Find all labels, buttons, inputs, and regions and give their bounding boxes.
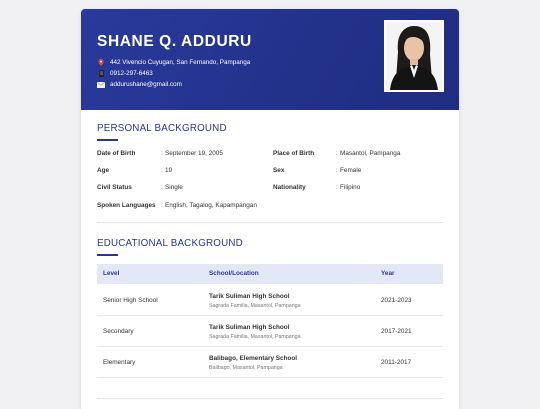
colon: : [161,202,163,209]
sex-value: Female [340,167,362,174]
table-row [97,347,443,378]
age-value: 19 [165,167,173,174]
row-location: Balibago, Masantol, Pampanga [209,365,283,371]
section-divider [97,398,443,399]
location-pin-icon [97,59,105,66]
place-of-birth-value: Masantol, Pampanga [340,150,401,157]
section-divider [97,222,443,223]
civil-status-value: Single [165,184,183,191]
languages-value: English, Tagalog, Kapampangan [165,202,257,209]
colon: : [161,150,163,157]
row-school: Balibago, Elementary School [209,355,298,362]
colon: : [336,184,338,191]
dob-value: September 19, 2005 [165,150,223,157]
applicant-name: SHANE Q. ADDURU [97,33,252,50]
age-label: Age [97,167,110,174]
nationality-label: Nationality [273,184,306,191]
column-level: Level [103,270,120,277]
table-row [97,285,443,316]
resume-card [81,9,459,409]
colon: : [161,167,163,174]
contact-phone [97,70,153,77]
profile-photo [384,20,444,92]
civil-status-label: Civil Status [97,184,132,191]
educational-background-title: EDUCATIONAL BACKGROUND [97,238,243,249]
row-school: Tarik Suliman High School [209,293,290,300]
row-school: Tarik Suliman High School [209,324,290,331]
row-level: Senior High School [103,297,158,304]
table-row [97,316,443,347]
place-of-birth-label: Place of Birth [273,150,315,157]
row-location: Sagrada Familia, Masantol, Pampanga [209,303,301,309]
envelope-icon [97,81,105,88]
row-location: Sagrada Familia, Masantol, Pampanga [209,334,301,340]
personal-title-underline [97,139,118,141]
contact-address [97,59,250,66]
address-text: 442 Vivencio Cuyugan, San Fernando, Pampanga [110,59,251,66]
colon: : [336,150,338,157]
row-year: 2011-2017 [381,359,412,366]
sex-label: Sex [273,167,285,174]
row-level: Elementary [103,359,136,366]
nationality-value: Filipino [340,184,361,191]
row-year: 2017-2021 [381,328,412,335]
resume-header [81,9,459,110]
education-table-header [97,264,443,284]
contact-email [97,81,182,88]
education-title-underline [97,254,118,256]
dob-label: Date of Birth [97,150,136,157]
column-year: Year [381,270,395,277]
phone-icon [97,70,105,77]
phone-text: 0912-297-6463 [110,70,153,77]
colon: : [161,184,163,191]
email-text: addurushane@gmail.com [110,81,182,88]
row-level: Secondary [103,328,134,335]
row-year: 2021-2023 [381,297,412,304]
personal-background-title: PERSONAL BACKGROUND [97,123,227,134]
colon: : [336,167,338,174]
column-school-location: School/Location [209,270,259,277]
languages-label: Spoken Languages [97,202,156,209]
